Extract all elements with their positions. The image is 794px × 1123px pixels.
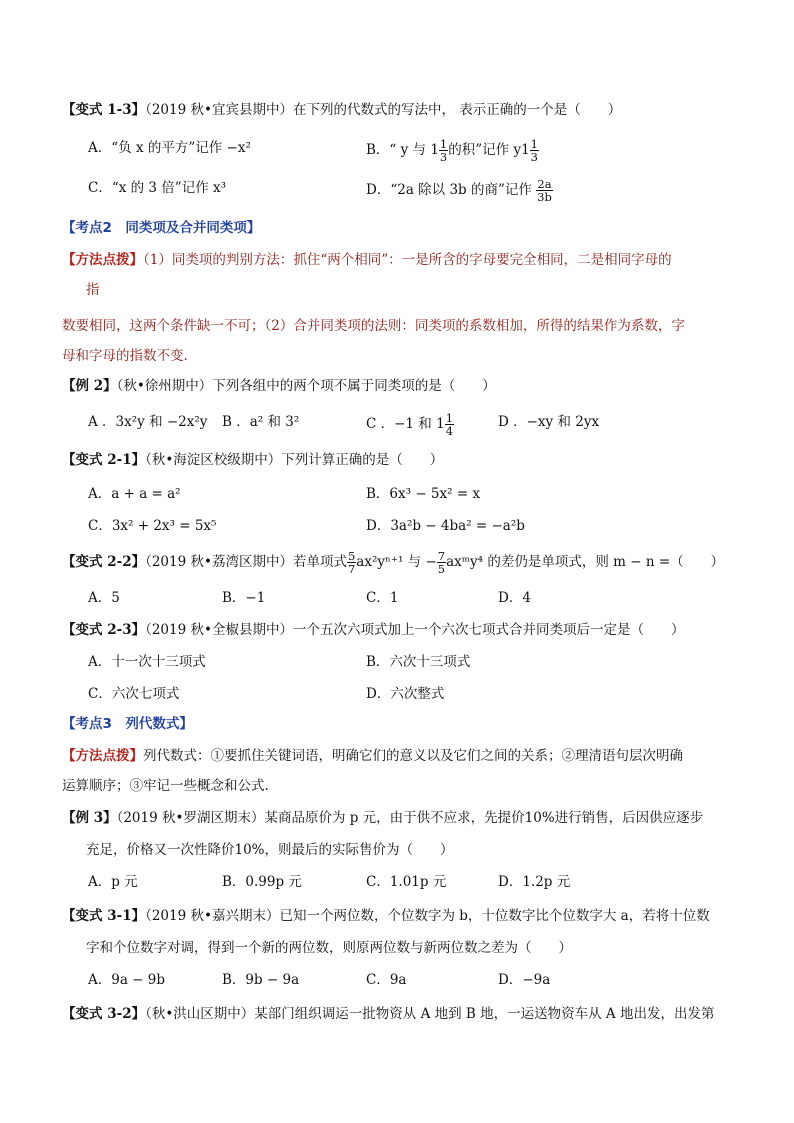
fraction: $\frac{1}{3}$ (439, 137, 448, 164)
option-a: A ．3x²y 和 −2x²y (88, 414, 208, 430)
question-tag: 【变式 1-3】 (62, 102, 146, 118)
section-title-3: 【考点3 列代数式】 (62, 716, 193, 732)
example-3-stem-line2: 充足，价格又一次性降价10%，则最后的实际售价为（ ） (86, 842, 454, 858)
option-c: C．9a (366, 972, 407, 988)
option-b: B．“ y 与 1 $\frac{1}{3}$ 的积”记作 y1 $\frac{1}{3}$ (366, 137, 538, 164)
option-b: B．−1 (222, 590, 266, 606)
option-d: D．1.2p 元 (498, 874, 571, 890)
option-b: B．6x³ − 5x² = x (366, 486, 481, 502)
question-tag: 【变式 3-2】 (62, 1006, 146, 1022)
example-3-stem: 【例 3】（2019 秋•罗湖区期末）某商品原价为 p 元，由于供不应求，先提价10%进行销售，后因供应逐步 (62, 810, 704, 826)
option-b: B ．a² 和 3² (222, 414, 300, 430)
question-tag: 【变式 2-1】 (62, 452, 146, 468)
question-tag: 【例 3】 (62, 810, 117, 826)
option-a: A．5 (88, 590, 120, 606)
method-tip-2-line3: 数要相同，这两个条件缺一不可；（2）合并同类项的法则：同类项的系数相加，所得的结果作为系数，字 (62, 318, 685, 334)
option-c: C ．−1 和 1 $\frac{1}{4}$ (366, 411, 454, 438)
option-b: B．0.99p 元 (222, 874, 302, 890)
fraction: $\frac{1}{3}$ (530, 137, 538, 164)
method-tip-2: 【方法点拨】（1）同类项的判别方法：抓住“两个相同”：一是所含的字母要完全相同，二是相同字母的 (62, 252, 672, 268)
option-d: D．−9a (498, 972, 551, 988)
option-c: C．1 (366, 590, 399, 606)
option-d: D ．−xy 和 2yx (498, 414, 600, 430)
section-title-2: 【考点2 同类项及合并同类项】 (62, 220, 261, 236)
question-v1-3-stem: 【变式 1-3】（2019 秋•宜宾县期中）在下列的代数式的写法中， 表示正确的一个是（ ） (62, 102, 622, 118)
method-tip-2-line2: 指 (86, 282, 100, 298)
question-tag: 【变式 2-2】 (62, 554, 146, 570)
question-tag: 【例 2】 (62, 378, 117, 394)
question-v2-1-stem: 【变式 2-1】（秋•海淀区校级期中）下列计算正确的是（ ） (62, 452, 444, 468)
fraction: $\frac{5}{7}$ (347, 549, 356, 576)
option-d: D．3a²b − 4ba² = −a²b (366, 518, 525, 534)
option-b: B．9b − 9a (222, 972, 300, 988)
fraction: $\frac{2a}{3b}$ (537, 177, 552, 204)
method-tip-2-line4: 母和字母的指数不变. (62, 348, 188, 364)
question-tag: 【变式 3-1】 (62, 908, 146, 924)
option-a: A．十一次十三项式 (88, 654, 206, 670)
option-a: A．9a − 9b (88, 972, 166, 988)
question-v2-2-stem: 【变式 2-2】（2019 秋•荔湾区期中）若单项式 $\frac{5}{7}$ ax²yⁿ⁺¹ 与 − $\frac{7}{5}$ axᵐy⁴ 的差仍是单项式，则 m − n =（ ） (62, 549, 725, 576)
method-tip-3-line2: 运算顺序；③牢记一些概念和公式. (62, 778, 269, 794)
option-a: A．a + a = a² (88, 486, 181, 502)
option-c: C．1.01p 元 (366, 874, 447, 890)
question-tag: 【变式 2-3】 (62, 622, 146, 638)
option-d: D．六次整式 (366, 686, 445, 702)
option-d: D．4 (498, 590, 531, 606)
question-v3-1-stem: 【变式 3-1】（2019 秋•嘉兴期末）已知一个两位数，个位数字为 b，十位数字比个位数字大 a，若将十位数 (62, 908, 710, 924)
fraction: $\frac{1}{4}$ (445, 411, 454, 438)
option-a: A．p 元 (88, 874, 138, 890)
option-a: A．“负 x 的平方”记作 −x² (88, 140, 251, 156)
option-c: C．“x 的 3 倍”记作 x³ (88, 180, 227, 196)
option-c: C．3x² + 2x³ = 5x⁵ (88, 518, 217, 534)
fraction: $\frac{7}{5}$ (437, 549, 446, 576)
method-tip-3: 【方法点拨】列代数式：①要抓住关键词语，明确它们的意义以及它们之间的关系；②理清语句层次明确 (62, 748, 683, 764)
example-2-stem: 【例 2】（秋•徐州期中）下列各组中的两个项不属于同类项的是（ ） (62, 378, 496, 394)
option-b: B．六次十三项式 (366, 654, 471, 670)
option-d: D．“2a 除以 3b 的商”记作 $\frac{2a}{3b}$ (366, 177, 552, 204)
question-v3-1-stem-line2: 字和个位数字对调，得到一个新的两位数，则原两位数与新两位数之差为（ ） (86, 940, 572, 956)
question-v2-3-stem: 【变式 2-3】（2019 秋•全椒县期中）一个五次六项式加上一个六次七项式合并同类项后一定是（ ） (62, 622, 685, 638)
option-c: C．六次七项式 (88, 686, 180, 702)
question-v3-2-stem: 【变式 3-2】（秋•洪山区期中）某部门组织调运一批物资从 A 地到 B 地，一运送物资车从 A 地出发，出发第 (62, 1006, 715, 1022)
